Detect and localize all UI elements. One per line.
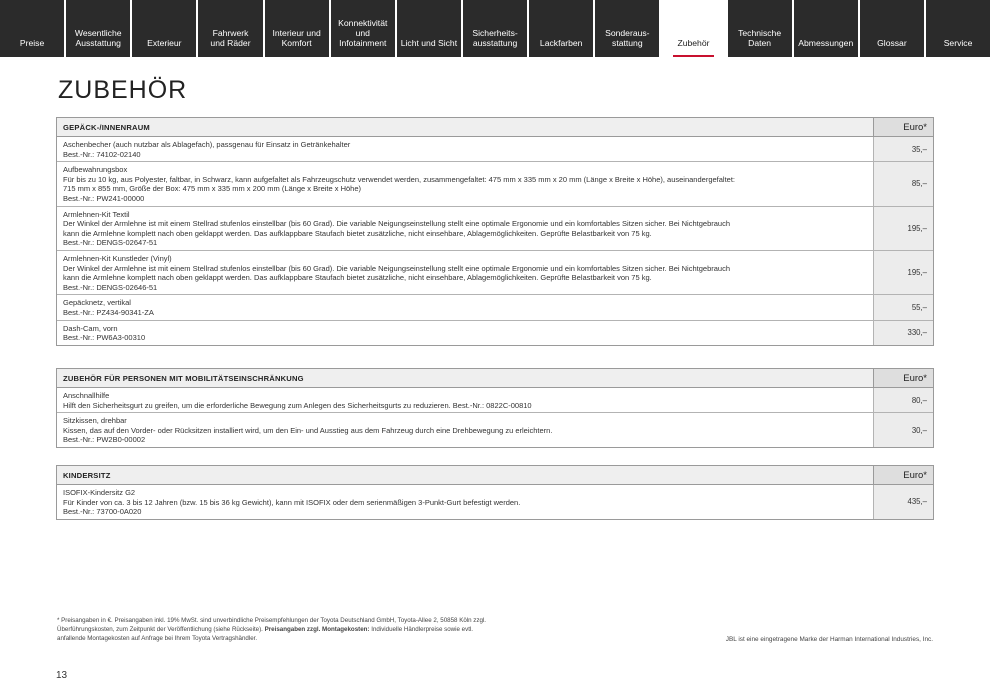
section-title: KINDERSITZ <box>57 466 873 484</box>
table-row <box>57 413 933 447</box>
item-description-line: Best.-Nr.: PW241-00000 <box>63 193 145 203</box>
item-description-line: Aschenbecher (auch nutzbar als Ablagefach), passgenau für Einsatz in Getränkehalter <box>63 140 351 149</box>
item-description-line: Der Winkel der Armlehne ist mit einem Stellrad stufenlos einstellbar (bis 60 Grad). Die variable Neigungseinstellung stellt eine optimale Ergonomie und ein komfortables Sitzen sicher. Bei Nichtgebrauch <box>63 219 730 229</box>
item-description-line: Best.-Nr.: DENGS-02647-51 <box>63 238 158 248</box>
nav-tab[interactable] <box>661 0 725 57</box>
item-description <box>57 485 873 519</box>
table-row <box>57 207 933 251</box>
nav-tab-label: Lackfarben <box>539 38 583 49</box>
item-description-line: Best.-Nr.: 73700-0A020 <box>63 507 142 517</box>
item-price: 35,– <box>873 137 933 161</box>
nav-tab[interactable] <box>198 0 262 57</box>
item-description <box>57 162 873 205</box>
nav-tab-label: Konnektivität und Infotainment <box>338 18 388 49</box>
table-row <box>57 251 933 295</box>
item-description-line: Der Winkel der Armlehne ist mit einem Stellrad stufenlos einstellbar (bis 60 Grad). Die variable Neigungseinstellung stellt eine optimale Ergonomie und ein komfortables Sitzen sicher. Bei Nichtgebrauch <box>63 263 730 273</box>
item-description-line: ISOFIX-Kindersitz G2 <box>63 488 136 497</box>
item-description-line: Sitzkissen, drehbar <box>63 416 127 426</box>
section-mobilitaet <box>56 368 934 448</box>
item-description-line: Gepäcknetz, vertikal <box>63 298 131 308</box>
nav-tab[interactable] <box>595 0 659 57</box>
section-title: GEPÄCK-/INNENRAUM <box>57 118 873 136</box>
nav-tab[interactable] <box>926 0 990 57</box>
item-price: 195,– <box>873 251 933 294</box>
table-row <box>57 295 933 320</box>
item-description-line: Best.-Nr.: PW2B0-00002 <box>63 435 146 445</box>
nav-tab[interactable] <box>463 0 527 57</box>
price-column-header: Euro* <box>873 369 933 387</box>
nav-tab-label: Technische Daten <box>738 28 782 49</box>
item-description-line: kann die Armlehne komplett nach oben geklappt werden. Das aufklappbare Staufach bietet zusätzliche, nicht einsehbare, Ablagemöglichkeiten. Geprüfte Belastbarkeit von 75 kg. <box>63 273 652 283</box>
nav-tab[interactable] <box>529 0 593 57</box>
item-description-line: Best.-Nr.: 74102-02140 <box>63 149 141 159</box>
nav-tab-label: Abmessungen <box>798 38 854 49</box>
item-description-line: Best.-Nr.: PZ434-90341-ZA <box>63 307 154 317</box>
footnote-line: * Preisangaben in €. Preisangaben inkl. 19% MwSt. sind unverbindliche Preisempfehlungen der Toyota Deutschland GmbH, Toyota-Allee 2, 50858 Köln zzgl. <box>57 617 487 624</box>
item-price: 330,– <box>873 321 933 345</box>
section-kindersitz <box>56 465 934 520</box>
table-row <box>57 388 933 413</box>
item-description-line: Best.-Nr.: DENGS-02646-51 <box>63 282 158 292</box>
price-footnote <box>57 616 617 644</box>
table-row <box>57 162 933 206</box>
item-price: 80,– <box>873 388 933 412</box>
item-description <box>57 388 873 412</box>
nav-tab[interactable] <box>397 0 461 57</box>
nav-tab-label: Wesentliche Ausstattung <box>74 28 122 49</box>
footnote-line: anfallende Montagekosten auf Anfrage bei Ihrem Toyota Vertragshändler. <box>57 635 258 643</box>
item-price: 55,– <box>873 295 933 319</box>
nav-tab-label: Zubehör <box>677 38 710 49</box>
nav-tab[interactable] <box>728 0 792 57</box>
nav-tab-label: Interieur und Komfort <box>272 28 321 49</box>
item-price: 435,– <box>873 485 933 519</box>
nav-tab[interactable] <box>132 0 196 57</box>
nav-tab-label: Sicherheits- ausstattung <box>472 28 518 49</box>
price-column-header: Euro* <box>873 118 933 136</box>
item-description <box>57 137 873 161</box>
item-description-line: Dash-Cam, vorn <box>63 323 118 333</box>
jbl-trademark-note: JBL ist eine eingetragene Marke der Harman International Industries, Inc. <box>725 636 933 643</box>
item-description-line: Anschnallhilfe <box>63 391 110 400</box>
page-number: 13 <box>56 670 68 681</box>
table-row <box>57 321 933 345</box>
price-column-header: Euro* <box>873 466 933 484</box>
section-header <box>57 369 933 388</box>
nav-tab[interactable] <box>66 0 130 57</box>
nav-tab-label: Glossar <box>877 38 907 49</box>
item-description-line: Armlehnen-Kit Textil <box>63 209 130 219</box>
item-price: 85,– <box>873 162 933 205</box>
nav-tab[interactable] <box>331 0 395 57</box>
section-header <box>57 466 933 485</box>
item-description-line: Kissen, das auf den Vorder- oder Rücksitzen installiert wird, um den Ein- und Ausstieg aus dem Fahrzeug durch eine Drehbewegung zu erleichtern. <box>63 425 553 435</box>
nav-tab-label: Exterieur <box>147 38 182 49</box>
item-description <box>57 295 873 319</box>
page-title: ZUBEHÖR <box>58 76 188 104</box>
item-description-line: Best.-Nr.: PW6A3-00310 <box>63 333 146 343</box>
nav-tab[interactable] <box>265 0 329 57</box>
item-description <box>57 321 873 345</box>
nav-tab-label: Service <box>943 38 973 49</box>
section-header <box>57 118 933 137</box>
nav-tab-label: Preise <box>19 38 45 49</box>
footnote-line: Überführungskosten, zum Zeitpunkt der Veröffentlichung (siehe Rückseite). Preisangaben zzgl. Montagekosten: Individuelle Händlerpreise sowie evtl. <box>57 626 474 634</box>
section-title: ZUBEHÖR FÜR PERSONEN MIT MOBILITÄTSEINSCHRÄNKUNG <box>57 369 873 387</box>
nav-tab-label: Sonderaus- stattung <box>605 28 650 49</box>
section-gepaeck-innenraum <box>56 117 934 346</box>
item-description-line: kann die Armlehne komplett nach oben geklappt werden. Das aufklappbare Staufach bietet zusätzliche, nicht einsehbare, Ablagemöglichkeiten. Geprüfte Belastbarkeit von 75 kg. <box>63 228 652 238</box>
nav-tab[interactable] <box>0 0 64 57</box>
item-description-line: 715 mm x 855 mm, Größe der Box: 475 mm x 335 mm x 200 mm (Länge x Breite x Höhe) <box>63 184 362 194</box>
table-row <box>57 137 933 162</box>
item-description <box>57 207 873 250</box>
item-description-line: Aufbewahrungsbox <box>63 165 128 175</box>
nav-tab-label: Fahrwerk und Räder <box>210 28 251 49</box>
top-navigation <box>0 0 990 57</box>
item-description <box>57 251 873 294</box>
item-description <box>57 413 873 447</box>
item-description-line: Für bis zu 10 kg, aus Polyester, faltbar, in Schwarz, kann aufgefaltet als Fahrzeugschutz verwendet werden, zusammengefaltet: 475 mm x 335 mm x 20 mm (Länge x Breite x Höhe), auseinandergefaltet: <box>63 174 736 184</box>
item-description-line: Hilft den Sicherheitsgurt zu greifen, um die erforderliche Bewegung zum Anlegen des Sicherheitsgurts zu reduzieren. Best.-Nr.: 0822C-00810 <box>63 400 532 410</box>
item-price: 30,– <box>873 413 933 447</box>
nav-tab[interactable] <box>794 0 858 57</box>
nav-tab-label: Licht und Sicht <box>400 38 458 49</box>
table-row <box>57 485 933 519</box>
nav-tab[interactable] <box>860 0 924 57</box>
item-description-line: Für Kinder von ca. 3 bis 12 Jahren (bzw. 15 bis 36 kg Gewicht), kann mit ISOFIX oder dem serienmäßigen 3-Punkt-Gurt befestigt werden. <box>63 497 521 507</box>
item-description-line: Armlehnen-Kit Kunstleder (Vinyl) <box>63 253 172 263</box>
item-price: 195,– <box>873 207 933 250</box>
